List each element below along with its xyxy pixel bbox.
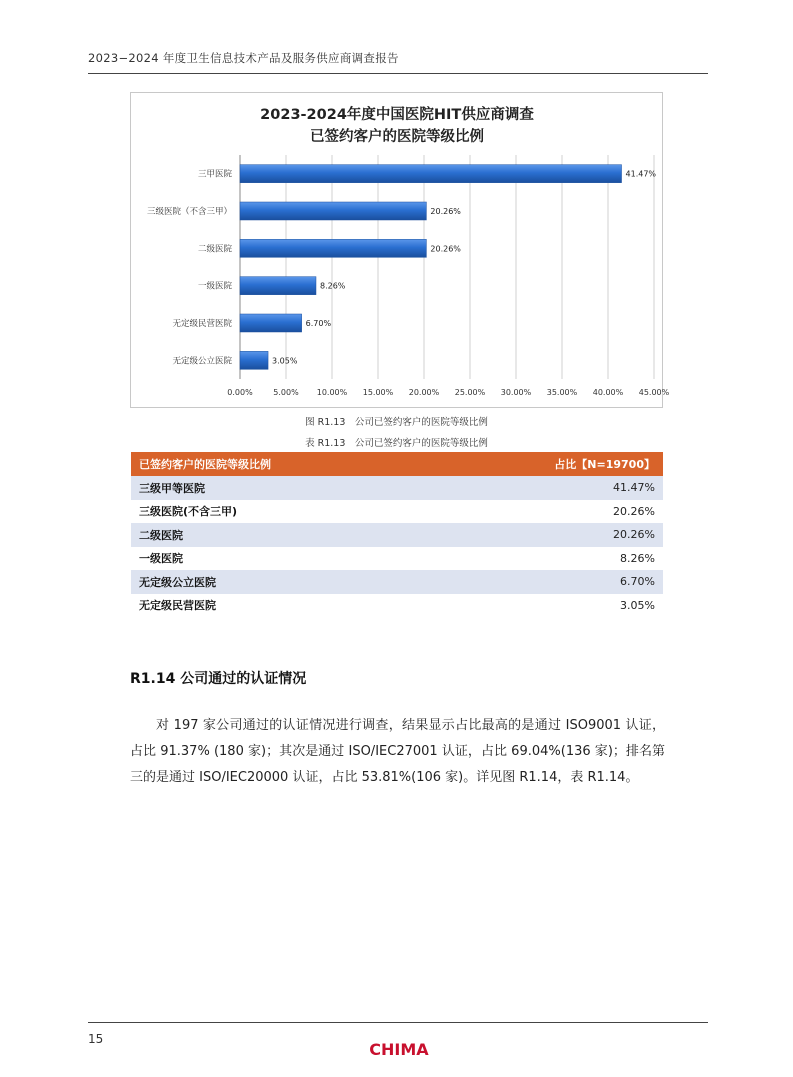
chart-title-line1: 2023-2024年度中国医院HIT供应商调查	[260, 107, 534, 123]
x-tick-label: 25.00%	[454, 388, 486, 397]
x-tick-label: 5.00%	[273, 388, 299, 397]
data-table	[131, 452, 663, 617]
footer-divider	[88, 1022, 708, 1023]
row-value: 6.70%	[620, 575, 655, 589]
table-row	[131, 594, 663, 618]
category-label: 二级医院	[197, 244, 232, 255]
data-label: 20.26%	[430, 207, 461, 216]
chart-canvas	[131, 93, 670, 409]
bar	[240, 202, 426, 220]
x-tick-label: 20.00%	[408, 388, 440, 397]
table-row	[131, 476, 663, 500]
table-header-col1: 已签约客户的医院等级比例	[139, 458, 271, 471]
section-title: R1.14 公司通过的认证情况	[130, 671, 307, 687]
table-header	[131, 452, 663, 476]
table-body	[131, 476, 663, 617]
table-row	[131, 570, 663, 594]
chima-logo	[368, 1038, 430, 1060]
category-label: 三甲医院	[197, 169, 232, 180]
category-label: 三级医院（不含三甲）	[146, 207, 232, 217]
data-label: 6.70%	[305, 319, 332, 328]
row-name: 二级医院	[139, 528, 183, 542]
data-label: 41.47%	[625, 169, 657, 179]
x-tick-label: 15.00%	[362, 388, 394, 397]
x-tick-label: 10.00%	[316, 388, 348, 397]
row-value: 41.47%	[613, 481, 655, 495]
x-tick-label: 0.00%	[227, 388, 253, 397]
row-value: 20.26%	[613, 528, 655, 542]
bar	[240, 277, 316, 295]
row-name: 一级医院	[139, 552, 183, 566]
bar	[240, 351, 268, 369]
header-divider	[88, 73, 708, 74]
page-number: 15	[88, 1032, 104, 1046]
row-name: 三级医院(不含三甲)	[139, 505, 238, 519]
x-tick-label: 45.00%	[638, 388, 670, 397]
row-value: 3.05%	[620, 598, 655, 612]
data-label: 8.26%	[319, 281, 346, 291]
bar-chart	[130, 92, 670, 408]
x-tick-label: 40.00%	[592, 388, 624, 397]
x-tick-label: 30.00%	[500, 388, 532, 397]
data-label: 20.26%	[430, 244, 461, 254]
table-caption: 表 R1.13 公司已签约客户的医院等级比例	[305, 438, 488, 449]
x-tick-label: 35.00%	[546, 388, 578, 397]
bar	[240, 165, 622, 183]
logo-text: CHIMA	[369, 1040, 429, 1059]
running-header: 2023−2024 年度卫生信息技术产品及服务供应商调查报告	[88, 51, 399, 65]
chart-title-line2: 已签约客户的医院等级比例	[310, 129, 484, 145]
table-header-col2: 占比【N=19700】	[554, 458, 655, 471]
row-value: 20.26%	[613, 504, 655, 518]
row-name: 无定级公立医院	[139, 575, 216, 589]
data-label: 3.05%	[272, 356, 298, 366]
row-name: 三级甲等医院	[139, 481, 205, 495]
category-label: 一级医院	[197, 281, 232, 292]
row-value: 8.26%	[620, 551, 655, 565]
bar	[240, 314, 302, 332]
row-name: 无定级民营医院	[139, 599, 216, 613]
bar	[240, 239, 426, 257]
category-label: 无定级公立医院	[172, 356, 232, 367]
figure-caption: 图 R1.13 公司已签约客户的医院等级比例	[305, 417, 488, 428]
table-row	[131, 523, 663, 547]
table-row	[131, 500, 663, 524]
body-paragraph: 对 197 家公司通过的认证情况进行调查，结果显示占比最高的是通过 ISO9001 认证，占比 91.37% (180 家)；其次是通过 ISO/IEC27001 认证，占比 69.04%(136 家)；排名第三的是通过 ISO/IEC20000 认证，占比 53.81%(106 家)。详见图 R1.14，表 R1.14。	[130, 718, 665, 785]
table-row	[131, 547, 663, 571]
category-label: 无定级民营医院	[172, 319, 232, 329]
